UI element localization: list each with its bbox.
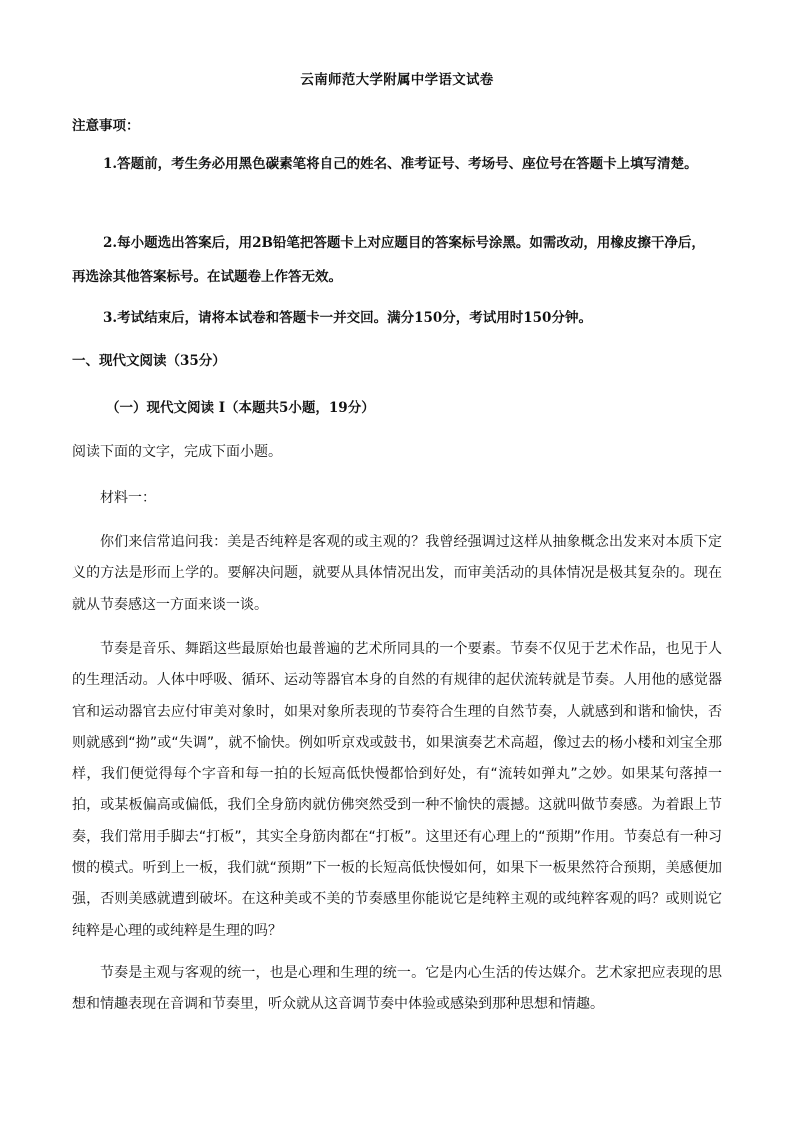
notice-item-2: 2.每小题选出答案后，用2B铅笔把答题卡上对应题目的答案标号涂黑。如需改动，用橡皮擦干净后，再选涂其他答案标号。在试题卷上作答无效。 xyxy=(72,235,705,285)
page-title: 云南师范大学附属中学语文试卷 xyxy=(300,72,494,88)
passage-paragraph-2: 节奏是音乐、舞蹈这些最原始也最普遍的艺术所同具的一个要素。节奏不仅见于艺术作品，也见于人的生理活动。人体中呼吸、循环、运动等器官本身的自然的有规律的起伏流转就是节奏。人用他的感觉器官和运动器官去应付审美对象时，如果对象所表现的节奏符合生理的自然节奏，人就感到和谐和愉快，否则就感到“拗”或“失调”，就不愉快。例如听京戏或鼓书，如果演奏艺术高超，像过去的杨小楼和刘宝全那样，我们便觉得每个字音和每一拍的长短高低快慢都恰到好处，有“流转如弹丸”之妙。如果某句落掉一拍，或某板偏高或偏低，我们全身筋肉就仿佛突然受到一种不愉快的震撼。这就叫做节奏感。为着跟上节奏，我们常用手脚去“打板”，其实全身筋肉都在“打板”。这里还有心理上的“预期”作用。节奏总有一种习惯的模式。听到上一板，我们就“预期”下一板的长短高低快慢如何，如果下一板果然符合预期，美感便加强，否则美感就遭到破坏。在这种美或不美的节奏感里你能说它是纯粹主观的或纯粹客观的吗？或则说它纯粹是心理的或纯粹是生理的吗？ xyxy=(72,641,722,939)
notice-heading: 注意事项： xyxy=(72,118,140,134)
notice-item-1: 1.答题前，考生务必用黑色碳素笔将自己的姓名、准考证号、考场号、座位号在答题卡上填写清楚。 xyxy=(103,156,698,172)
notice-item-3: 3.考试结束后，请将本试卷和答题卡一并交回。满分150分，考试用时150分钟。 xyxy=(103,310,592,326)
section-heading: 一、现代文阅读（35分） xyxy=(72,353,226,369)
subsection-heading: （一）现代文阅读 I（本题共5小题，19分） xyxy=(106,400,375,416)
passage-paragraph-1: 你们来信常追问我：美是否纯粹是客观的或主观的？我曾经强调过这样从抽象概念出发来对本质下定义的方法是形而上学的。要解决问题，就要从具体情况出发，而审美活动的具体情况是极其复杂的。现在就从节奏感这一方面来谈一谈。 xyxy=(72,534,722,613)
reading-instruction: 阅读下面的文字，完成下面小题。 xyxy=(72,444,282,460)
passage-paragraph-3: 节奏是主观与客观的统一，也是心理和生理的统一。它是内心生活的传达媒介。艺术家把应表现的思想和情趣表现在音调和节奏里，听众就从这音调节奏中体验或感染到那种思想和情趣。 xyxy=(72,965,722,1013)
material-label: 材料一： xyxy=(100,490,156,506)
